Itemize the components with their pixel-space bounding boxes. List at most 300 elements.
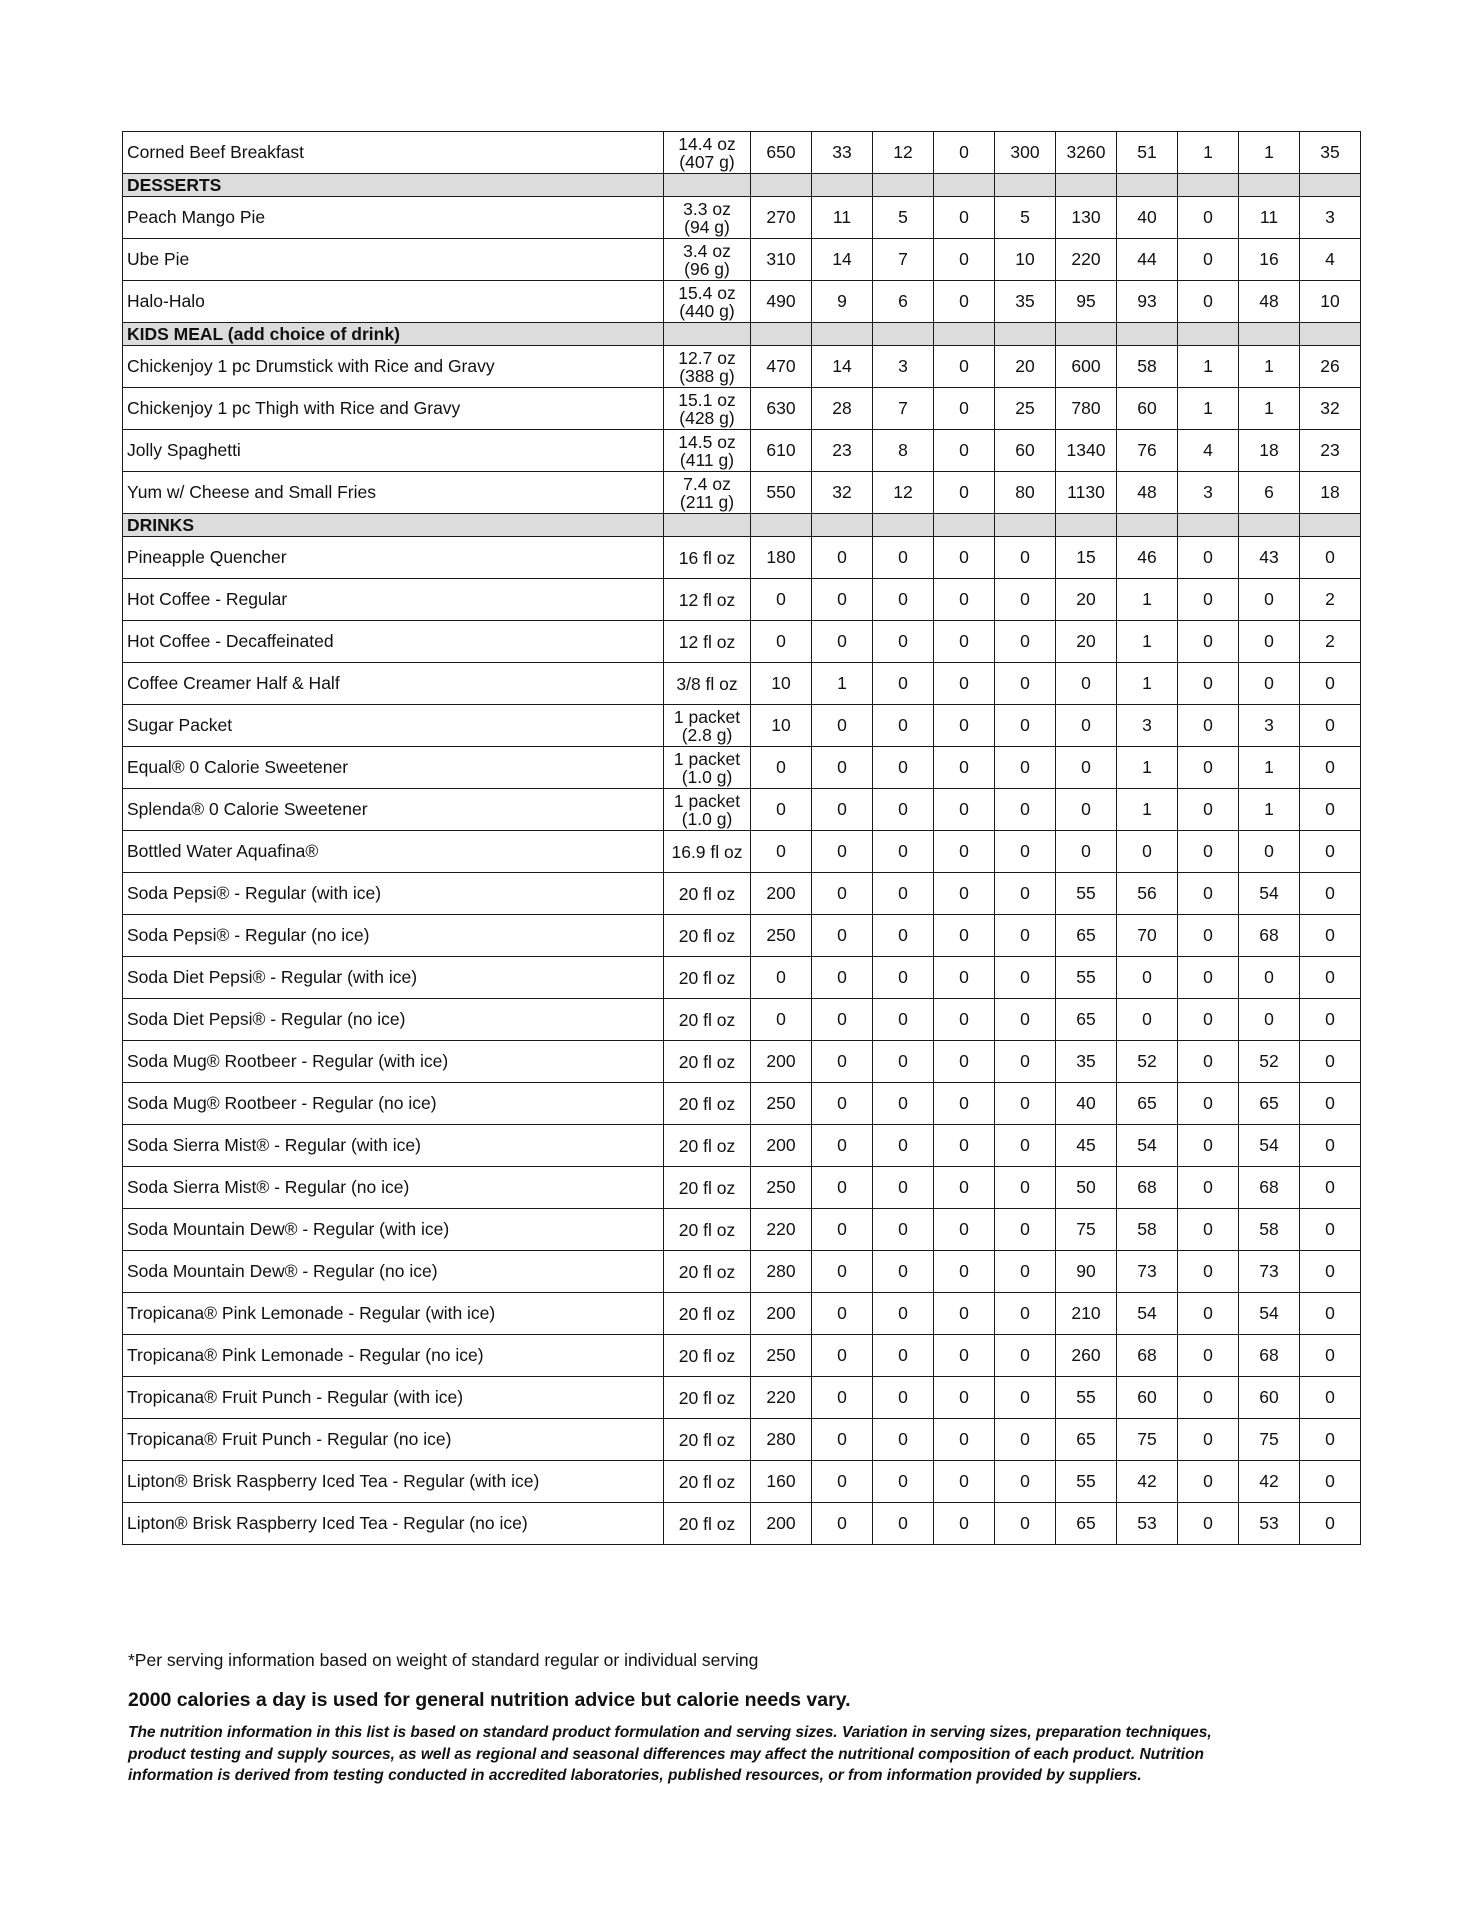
nutrient-value: 0	[812, 621, 873, 663]
nutrient-value: 0	[1178, 747, 1239, 789]
nutrient-value: 0	[873, 1419, 934, 1461]
table-row	[123, 1293, 1361, 1335]
nutrient-value: 52	[1239, 1041, 1300, 1083]
serving-size	[664, 915, 751, 957]
nutrient-value: 28	[812, 388, 873, 430]
nutrient-value: 10	[751, 705, 812, 747]
nutrient-value: 0	[1178, 197, 1239, 239]
nutrient-value: 0	[873, 1209, 934, 1251]
table-row	[123, 663, 1361, 705]
nutrient-value: 0	[995, 1461, 1056, 1503]
nutrient-value: 0	[1178, 1419, 1239, 1461]
nutrient-value: 260	[1056, 1335, 1117, 1377]
nutrient-value: 0	[934, 346, 995, 388]
section-header-row	[123, 323, 1361, 346]
nutrient-value: 280	[751, 1419, 812, 1461]
nutrient-value: 0	[934, 789, 995, 831]
section-empty-cell	[1117, 514, 1178, 537]
nutrient-value: 0	[1178, 873, 1239, 915]
nutrient-value: 0	[1300, 1461, 1361, 1503]
nutrient-value: 68	[1117, 1335, 1178, 1377]
item-name: Tropicana® Fruit Punch - Regular (no ice)	[123, 1419, 664, 1461]
nutrient-value: 0	[1178, 1461, 1239, 1503]
nutrient-value: 0	[1178, 915, 1239, 957]
nutrient-value: 2	[1300, 579, 1361, 621]
item-name: Bottled Water Aquafina®	[123, 831, 664, 873]
section-empty-cell	[812, 323, 873, 346]
item-name: Tropicana® Fruit Punch - Regular (with ice)	[123, 1377, 664, 1419]
serving-weight: (411 g)	[679, 449, 735, 470]
nutrient-value: 0	[812, 1377, 873, 1419]
item-name: Peach Mango Pie	[123, 197, 664, 239]
nutrient-value: 0	[995, 1335, 1056, 1377]
nutrient-value: 0	[873, 537, 934, 579]
nutrient-value: 0	[995, 1293, 1056, 1335]
nutrient-value: 45	[1056, 1125, 1117, 1167]
nutrient-value: 68	[1239, 1335, 1300, 1377]
serving-size	[664, 346, 751, 388]
serving-size	[664, 1503, 751, 1545]
item-name: Soda Diet Pepsi® - Regular (no ice)	[123, 999, 664, 1041]
nutrient-value: 0	[1178, 705, 1239, 747]
item-name: Halo-Halo	[123, 281, 664, 323]
table-row	[123, 1419, 1361, 1461]
nutrient-value: 200	[751, 1503, 812, 1545]
nutrient-value: 56	[1117, 873, 1178, 915]
nutrient-value: 0	[1300, 1209, 1361, 1251]
nutrient-value: 0	[1178, 239, 1239, 281]
table-row	[123, 1335, 1361, 1377]
nutrient-value: 0	[812, 1461, 873, 1503]
nutrient-value: 0	[812, 1503, 873, 1545]
section-empty-cell	[934, 174, 995, 197]
calorie-advice: 2000 calories a day is used for general nutrition advice but calorie needs vary.	[128, 1689, 851, 1711]
nutrient-value: 3	[1239, 705, 1300, 747]
serving-amount: 3.4 oz	[683, 240, 731, 261]
item-name: Soda Mountain Dew® - Regular (no ice)	[123, 1251, 664, 1293]
nutrient-value: 5	[995, 197, 1056, 239]
nutrient-value: 7	[873, 388, 934, 430]
nutrient-value: 75	[1117, 1419, 1178, 1461]
nutrient-value: 0	[1178, 957, 1239, 999]
serving-amount: 1 packet	[673, 706, 741, 727]
table-row	[123, 1377, 1361, 1419]
nutrient-value: 0	[1300, 831, 1361, 873]
nutrient-value: 3	[1117, 705, 1178, 747]
nutrient-value: 20	[1056, 579, 1117, 621]
nutrient-value: 1	[1178, 388, 1239, 430]
nutrient-value: 0	[995, 831, 1056, 873]
nutrient-value: 0	[1117, 831, 1178, 873]
serving-size	[664, 747, 751, 789]
serving-amount: 20 fl oz	[678, 1471, 736, 1492]
item-name: Tropicana® Pink Lemonade - Regular (no ice)	[123, 1335, 664, 1377]
nutrient-value: 0	[812, 1293, 873, 1335]
table-row	[123, 957, 1361, 999]
table-row	[123, 831, 1361, 873]
nutrient-value: 0	[1178, 789, 1239, 831]
disclaimer-text: The nutrition information in this list is based on standard product formulation and serving sizes. Variation in serving sizes, preparation techniques, product testing and supply sources, as well as regional and seasonal differences may affect the nutritional composition of each product. Nutrition information is derived from testing conducted in accredited laboratories, published resources, or from information provided by suppliers.	[128, 1724, 1212, 1784]
serving-size	[664, 1335, 751, 1377]
nutrient-value: 48	[1117, 472, 1178, 514]
nutrient-value: 0	[873, 1335, 934, 1377]
nutrient-value: 60	[1239, 1377, 1300, 1419]
nutrient-value: 75	[1056, 1209, 1117, 1251]
nutrient-value: 0	[751, 999, 812, 1041]
serving-amount: 20 fl oz	[678, 1345, 736, 1366]
nutrient-value: 250	[751, 1083, 812, 1125]
serving-amount: 12 fl oz	[678, 631, 736, 652]
nutrient-value: 280	[751, 1251, 812, 1293]
serving-size	[664, 1167, 751, 1209]
nutrient-value: 60	[1117, 1377, 1178, 1419]
nutrient-value: 0	[812, 1335, 873, 1377]
section-empty-cell	[995, 174, 1056, 197]
nutrient-value: 200	[751, 1041, 812, 1083]
nutrient-value: 54	[1117, 1293, 1178, 1335]
nutrient-value: 0	[1178, 281, 1239, 323]
nutrient-value: 23	[812, 430, 873, 472]
nutrient-value: 0	[873, 1503, 934, 1545]
nutrient-value: 0	[934, 1503, 995, 1545]
nutrient-value: 6	[873, 281, 934, 323]
item-name: Soda Mug® Rootbeer - Regular (with ice)	[123, 1041, 664, 1083]
nutrient-value: 0	[812, 1167, 873, 1209]
nutrient-value: 0	[1239, 999, 1300, 1041]
nutrient-value: 0	[934, 999, 995, 1041]
nutrient-value: 32	[812, 472, 873, 514]
serving-size	[664, 873, 751, 915]
table-row	[123, 579, 1361, 621]
item-name: Splenda® 0 Calorie Sweetener	[123, 789, 664, 831]
serving-size	[664, 1041, 751, 1083]
item-name: Equal® 0 Calorie Sweetener	[123, 747, 664, 789]
item-name: Hot Coffee - Decaffeinated	[123, 621, 664, 663]
serving-amount: 20 fl oz	[678, 1261, 736, 1282]
nutrient-value: 4	[1300, 239, 1361, 281]
section-empty-cell	[1117, 323, 1178, 346]
nutrient-value: 48	[1239, 281, 1300, 323]
nutrient-value: 0	[812, 1041, 873, 1083]
table-row	[123, 1125, 1361, 1167]
serving-amount: 14.5 oz	[678, 431, 736, 452]
serving-size	[664, 430, 751, 472]
nutrient-value: 0	[1300, 1335, 1361, 1377]
nutrient-value: 8	[873, 430, 934, 472]
nutrient-value: 0	[873, 663, 934, 705]
nutrient-value: 0	[934, 621, 995, 663]
nutrient-value: 250	[751, 915, 812, 957]
nutrient-value: 1	[1117, 579, 1178, 621]
nutrient-value: 210	[1056, 1293, 1117, 1335]
section-empty-cell	[664, 174, 751, 197]
nutrient-value: 310	[751, 239, 812, 281]
nutrient-value: 0	[812, 1209, 873, 1251]
nutrient-value: 0	[1178, 1377, 1239, 1419]
section-empty-cell	[1056, 323, 1117, 346]
nutrient-value: 42	[1117, 1461, 1178, 1503]
nutrient-value: 0	[995, 1503, 1056, 1545]
table-row	[123, 430, 1361, 472]
nutrient-value: 0	[873, 621, 934, 663]
nutrient-value: 54	[1117, 1125, 1178, 1167]
nutrient-value: 0	[1300, 705, 1361, 747]
nutrient-value: 0	[995, 537, 1056, 579]
serving-size	[664, 197, 751, 239]
nutrient-value: 10	[995, 239, 1056, 281]
nutrient-value: 6	[1239, 472, 1300, 514]
nutrient-value: 0	[1300, 1503, 1361, 1545]
serving-size	[664, 1377, 751, 1419]
nutrient-value: 270	[751, 197, 812, 239]
nutrient-value: 40	[1117, 197, 1178, 239]
nutrient-value: 0	[812, 831, 873, 873]
serving-amount: 20 fl oz	[678, 1135, 736, 1156]
nutrient-value: 0	[873, 957, 934, 999]
nutrient-value: 0	[1300, 1377, 1361, 1419]
nutrient-value: 0	[1300, 1419, 1361, 1461]
serving-amount: 1 packet	[673, 790, 741, 811]
serving-amount: 20 fl oz	[678, 1513, 736, 1534]
nutrient-value: 220	[751, 1377, 812, 1419]
nutrient-value: 51	[1117, 132, 1178, 174]
serving-weight: (94 g)	[684, 216, 730, 237]
table-row	[123, 1041, 1361, 1083]
serving-amount: 20 fl oz	[678, 1387, 736, 1408]
section-empty-cell	[995, 514, 1056, 537]
item-name: Hot Coffee - Regular	[123, 579, 664, 621]
nutrient-value: 650	[751, 132, 812, 174]
serving-amount: 20 fl oz	[678, 967, 736, 988]
nutrient-value: 55	[1056, 1461, 1117, 1503]
table-row	[123, 472, 1361, 514]
nutrient-value: 0	[1300, 789, 1361, 831]
nutrient-value: 0	[934, 537, 995, 579]
nutrient-value: 0	[995, 705, 1056, 747]
item-name: Ube Pie	[123, 239, 664, 281]
nutrient-value: 130	[1056, 197, 1117, 239]
nutrient-value: 55	[1056, 1377, 1117, 1419]
item-name: Soda Pepsi® - Regular (no ice)	[123, 915, 664, 957]
nutrient-value: 600	[1056, 346, 1117, 388]
nutrient-value: 0	[934, 388, 995, 430]
nutrient-value: 0	[934, 1377, 995, 1419]
serving-amount: 20 fl oz	[678, 925, 736, 946]
nutrient-value: 0	[995, 663, 1056, 705]
section-empty-cell	[1300, 514, 1361, 537]
nutrient-value: 0	[1178, 1335, 1239, 1377]
serving-amount: 20 fl oz	[678, 1219, 736, 1240]
nutrient-value: 0	[1300, 957, 1361, 999]
serving-amount: 7.4 oz	[683, 473, 731, 494]
nutrient-value: 0	[1300, 1251, 1361, 1293]
nutrient-value: 0	[1178, 663, 1239, 705]
nutrient-value: 53	[1239, 1503, 1300, 1545]
serving-amount: 12.7 oz	[678, 347, 736, 368]
serving-footnote: *Per serving information based on weight of standard regular or individual serving	[128, 1650, 759, 1670]
nutrient-value: 0	[995, 789, 1056, 831]
nutrient-value: 0	[1239, 957, 1300, 999]
nutrient-value: 630	[751, 388, 812, 430]
nutrient-value: 0	[934, 239, 995, 281]
section-empty-cell	[1178, 514, 1239, 537]
section-empty-cell	[1178, 323, 1239, 346]
serving-size	[664, 281, 751, 323]
nutrient-value: 0	[1117, 999, 1178, 1041]
item-name: Yum w/ Cheese and Small Fries	[123, 472, 664, 514]
nutrient-value: 0	[1056, 663, 1117, 705]
serving-amount: 15.4 oz	[678, 282, 736, 303]
nutrient-value: 250	[751, 1335, 812, 1377]
item-name: Soda Sierra Mist® - Regular (with ice)	[123, 1125, 664, 1167]
nutrient-value: 11	[812, 197, 873, 239]
nutrient-value: 42	[1239, 1461, 1300, 1503]
nutrient-value: 0	[995, 1041, 1056, 1083]
serving-amount: 16.9 fl oz	[671, 841, 743, 862]
nutrient-value: 1130	[1056, 472, 1117, 514]
nutrient-value: 40	[1056, 1083, 1117, 1125]
section-title: DESSERTS	[123, 174, 664, 197]
section-empty-cell	[1178, 174, 1239, 197]
nutrient-value: 23	[1300, 430, 1361, 472]
nutrient-value: 0	[751, 579, 812, 621]
serving-amount: 14.4 oz	[678, 133, 736, 154]
nutrient-value: 0	[995, 621, 1056, 663]
serving-size	[664, 663, 751, 705]
nutrient-value: 0	[995, 1209, 1056, 1251]
section-empty-cell	[1056, 514, 1117, 537]
nutrient-value: 0	[995, 1083, 1056, 1125]
nutrient-value: 0	[812, 1083, 873, 1125]
serving-size	[664, 388, 751, 430]
nutrient-value: 0	[995, 957, 1056, 999]
serving-weight: (407 g)	[679, 151, 735, 172]
section-empty-cell	[751, 514, 812, 537]
nutrient-value: 0	[934, 1209, 995, 1251]
nutrient-value: 46	[1117, 537, 1178, 579]
nutrient-value: 0	[995, 1419, 1056, 1461]
serving-size	[664, 472, 751, 514]
nutrient-value: 1	[1239, 789, 1300, 831]
nutrient-value: 15	[1056, 537, 1117, 579]
section-empty-cell	[873, 514, 934, 537]
nutrient-value: 3260	[1056, 132, 1117, 174]
section-empty-cell	[1300, 323, 1361, 346]
nutrient-value: 1340	[1056, 430, 1117, 472]
nutrient-value: 70	[1117, 915, 1178, 957]
nutrient-value: 1	[1117, 663, 1178, 705]
nutrient-value: 0	[1056, 789, 1117, 831]
nutrient-value: 0	[751, 789, 812, 831]
serving-amount: 20 fl oz	[678, 1051, 736, 1072]
table-row	[123, 1083, 1361, 1125]
nutrient-value: 0	[934, 705, 995, 747]
serving-amount: 12 fl oz	[678, 589, 736, 610]
nutrient-value: 0	[1300, 537, 1361, 579]
nutrient-value: 0	[873, 705, 934, 747]
section-empty-cell	[1056, 174, 1117, 197]
serving-amount: 20 fl oz	[678, 883, 736, 904]
nutrient-value: 0	[1300, 663, 1361, 705]
nutrient-value: 11	[1239, 197, 1300, 239]
nutrient-value: 10	[751, 663, 812, 705]
nutrient-value: 14	[812, 346, 873, 388]
nutrient-value: 32	[1300, 388, 1361, 430]
nutrient-value: 0	[1239, 621, 1300, 663]
nutrient-value: 550	[751, 472, 812, 514]
nutrient-value: 160	[751, 1461, 812, 1503]
nutrient-value: 1	[1239, 132, 1300, 174]
nutrient-value: 0	[1178, 1041, 1239, 1083]
section-empty-cell	[1239, 323, 1300, 346]
section-empty-cell	[1300, 174, 1361, 197]
nutrient-value: 0	[873, 999, 934, 1041]
table-row	[123, 747, 1361, 789]
nutrient-value: 0	[934, 915, 995, 957]
nutrient-value: 0	[934, 472, 995, 514]
nutrient-value: 73	[1239, 1251, 1300, 1293]
nutrient-value: 0	[873, 747, 934, 789]
nutrient-value: 200	[751, 873, 812, 915]
nutrient-value: 0	[873, 873, 934, 915]
nutrient-value: 0	[812, 999, 873, 1041]
serving-amount: 20 fl oz	[678, 1177, 736, 1198]
nutrient-value: 0	[812, 747, 873, 789]
nutrient-value: 10	[1300, 281, 1361, 323]
table-row	[123, 621, 1361, 663]
nutrient-value: 0	[934, 281, 995, 323]
nutrient-value: 0	[812, 1419, 873, 1461]
table-row	[123, 1461, 1361, 1503]
section-empty-cell	[812, 514, 873, 537]
nutrient-value: 65	[1056, 1503, 1117, 1545]
nutrient-value: 0	[1178, 1209, 1239, 1251]
serving-size	[664, 831, 751, 873]
item-name: Soda Sierra Mist® - Regular (no ice)	[123, 1167, 664, 1209]
nutrient-value: 0	[812, 873, 873, 915]
nutrient-value: 73	[1117, 1251, 1178, 1293]
item-name: Jolly Spaghetti	[123, 430, 664, 472]
nutrient-value: 65	[1117, 1083, 1178, 1125]
section-header-row	[123, 514, 1361, 537]
nutrient-value: 0	[995, 999, 1056, 1041]
nutrient-value: 0	[995, 1167, 1056, 1209]
nutrient-value: 52	[1117, 1041, 1178, 1083]
nutrient-value: 65	[1239, 1083, 1300, 1125]
nutrient-value: 75	[1239, 1419, 1300, 1461]
nutrient-value: 200	[751, 1293, 812, 1335]
nutrient-value: 54	[1239, 1293, 1300, 1335]
nutrient-value: 0	[873, 579, 934, 621]
nutrient-value: 18	[1239, 430, 1300, 472]
nutrient-value: 300	[995, 132, 1056, 174]
serving-size	[664, 957, 751, 999]
nutrient-value: 0	[1178, 1251, 1239, 1293]
nutrient-value: 0	[934, 873, 995, 915]
nutrient-value: 0	[1239, 663, 1300, 705]
nutrient-value: 0	[1300, 915, 1361, 957]
nutrient-value: 0	[751, 747, 812, 789]
serving-weight: (1.0 g)	[681, 808, 733, 829]
section-empty-cell	[751, 174, 812, 197]
nutrient-value: 0	[1239, 579, 1300, 621]
item-name: Soda Diet Pepsi® - Regular (with ice)	[123, 957, 664, 999]
nutrient-value: 1	[1117, 747, 1178, 789]
nutrient-value: 0	[873, 789, 934, 831]
nutrient-value: 53	[1117, 1503, 1178, 1545]
table-row	[123, 1251, 1361, 1293]
nutrient-value: 9	[812, 281, 873, 323]
